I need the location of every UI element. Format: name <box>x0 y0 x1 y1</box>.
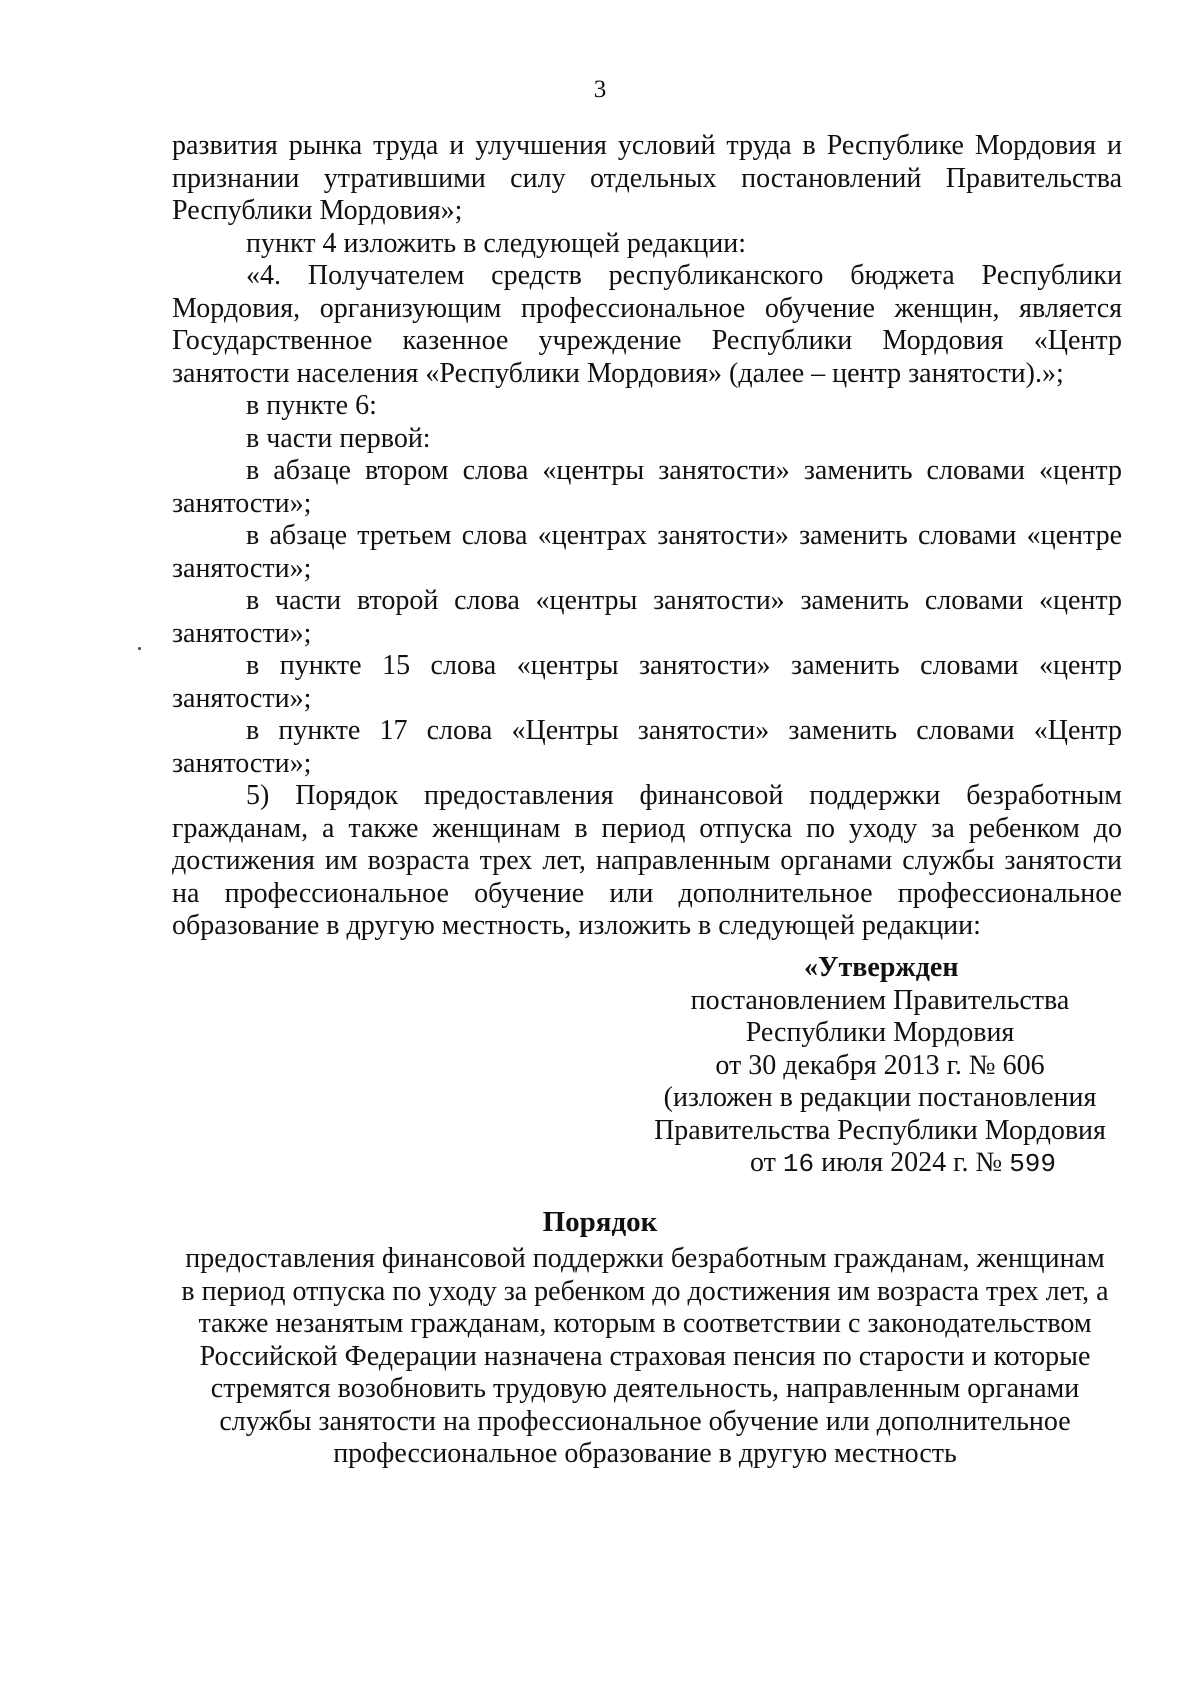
subtitle-line: предоставления финансовой поддержки безработным гражданам, женщинам <box>185 1243 1105 1274</box>
order-title: Порядок <box>542 1206 658 1238</box>
scan-speck <box>138 647 141 650</box>
approval-line: Правительства Республики Мордовия <box>654 1114 1106 1146</box>
paragraph: в пункте 15 слова «центры занятости» заменить словами «центр занятости»; <box>172 650 1122 714</box>
subtitle-line: Российской Федерации назначена страховая пенсия по старости и которые <box>199 1340 1091 1372</box>
subtitle-line: стремятся возобновить трудовую деятельность, направленным органами <box>210 1373 1080 1404</box>
date-rest: июля 2024 г. № <box>821 1147 1003 1178</box>
paragraph: в абзаце третьем слова «центрах занятости» заменить словами «центре занятости»; <box>172 520 1122 584</box>
date-prefix: от <box>750 1147 776 1178</box>
approval-heading: «Утвержден <box>804 952 959 983</box>
paragraph: в части второй слова «центры занятости» заменить словами «центр занятости»; <box>172 585 1122 649</box>
approval-line: (изложен в редакции постановления <box>663 1082 1097 1113</box>
date-day: 16 <box>782 1149 815 1179</box>
page-number: 3 <box>593 76 607 103</box>
paragraph: «4. Получателем средств республиканского бюджета Республики Мордовия, организующим профессиональное обучение женщин, является Государственное казенное учреждение Республики Мордовия «Центр занятости населения «Республики Мордовия» (далее – центр занятости).»; <box>172 260 1122 389</box>
approval-date-line <box>640 1147 1120 1181</box>
approval-line: Республики Мордовия <box>745 1017 1015 1048</box>
document-number: 599 <box>1009 1149 1057 1179</box>
paragraph: в абзаце втором слова «центры занятости» заменить словами «центр занятости»; <box>172 455 1122 519</box>
paragraph: в части первой: <box>246 422 431 454</box>
paragraph: в пункте 17 слова «Центры занятости» заменить словами «Центр занятости»; <box>172 715 1122 779</box>
approval-line: от 30 декабря 2013 г. № 606 <box>715 1049 1045 1081</box>
subtitle-line: в период отпуска по уходу за ребенком до достижения им возраста трех лет, а <box>181 1275 1109 1307</box>
paragraph: пункт 4 изложить в следующей редакции: <box>246 227 746 259</box>
subtitle-line: службы занятости на профессиональное обучение или дополнительное <box>219 1405 1071 1437</box>
paragraph: в пункте 6: <box>246 390 377 421</box>
approval-line: постановлением Правительства <box>690 984 1070 1016</box>
paragraph: развития рынка труда и улучшения условий труда в Республике Мордовия и признании утратившими силу отдельных постановлений Правительства Республики Мордовия»; <box>172 130 1122 226</box>
subtitle-line: также незанятым гражданам, которым в соответствии с законодательством <box>198 1308 1092 1339</box>
paragraph: 5) Порядок предоставления финансовой поддержки безработным гражданам, а также женщинам в период отпуска по уходу за ребенком до достижения им возраста трех лет, направленным органами службы занятости на профессиональное обучение или дополнительное профессиональное образование в другую местность, изложить в следующей редакции: <box>172 780 1122 941</box>
body-text <box>172 130 1122 943</box>
order-subtitle <box>150 1243 1140 1471</box>
approval-stamp-block <box>640 952 1120 1181</box>
subtitle-line: профессиональное образование в другую местность <box>333 1438 957 1469</box>
